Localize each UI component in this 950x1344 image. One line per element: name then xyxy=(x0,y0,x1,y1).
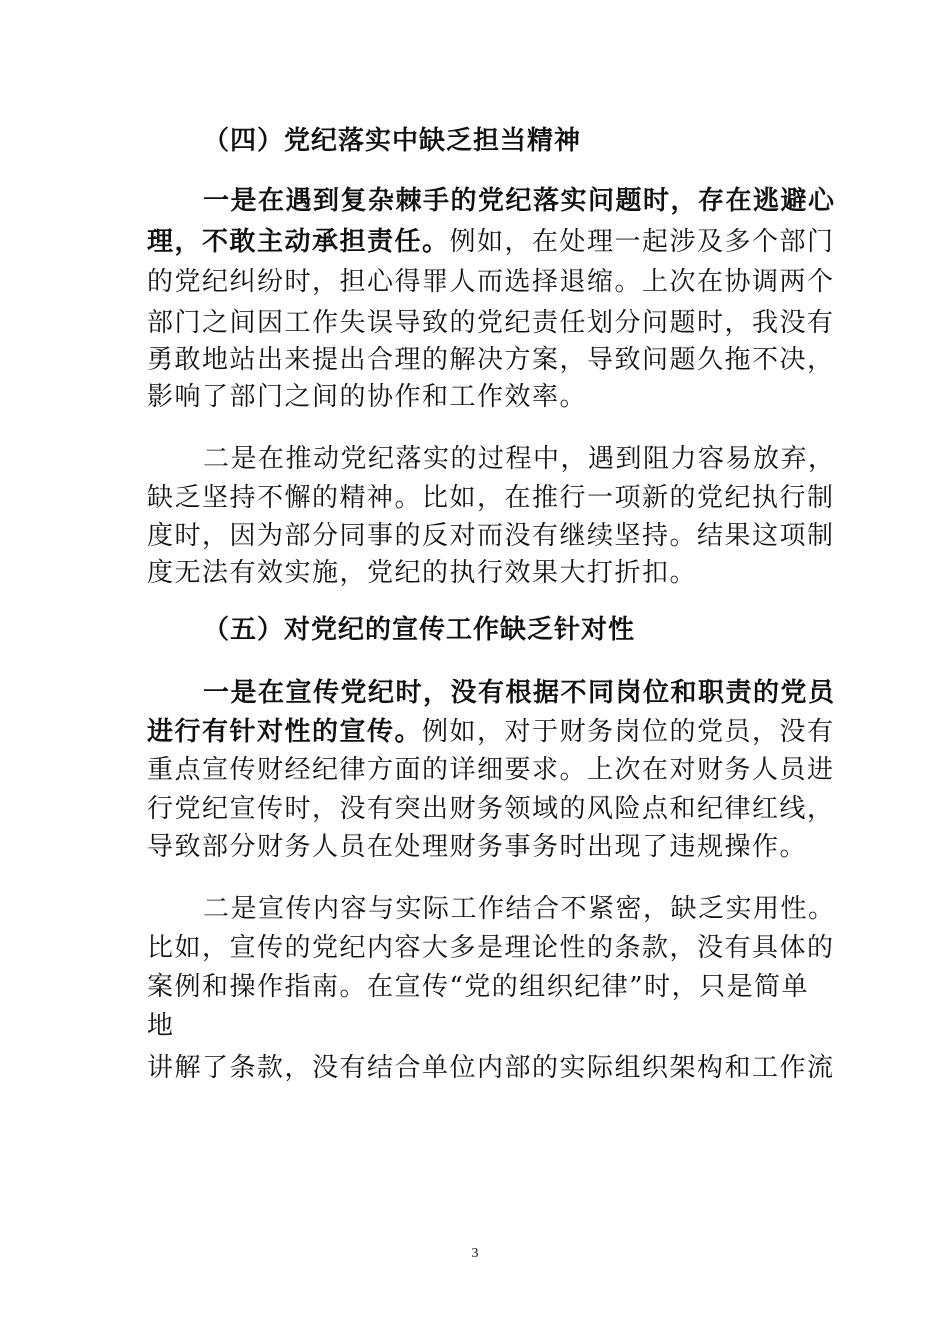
text-line: 地 xyxy=(147,1011,175,1041)
section-heading: （五）对党纪的宣传工作缺乏针对性 xyxy=(203,615,636,645)
text-line: 重点宣传财经纪律方面的详细要求。上次在对财务人员进 xyxy=(147,755,835,785)
text-line: 一是在宣传党纪时，没有根据不同岗位和职责的党员 xyxy=(203,678,836,708)
text-line: 理，不敢主动承担责任。例如，在处理一起涉及多个部门 xyxy=(147,227,835,257)
text-line: 比如，宣传的党纪内容大多是理论性的条款，没有具体的 xyxy=(147,933,835,963)
text-line: 一是在遇到复杂棘手的党纪落实问题时，存在逃避心 xyxy=(203,186,836,216)
text-line: 行党纪宣传时，没有突出财务领域的风险点和纪律红线， xyxy=(147,794,835,824)
text-line: 影响了部门之间的协作和工作效率。 xyxy=(147,382,588,412)
page-number: 3 xyxy=(471,1246,479,1261)
text-line: 二是宣传内容与实际工作结合不紧密，缺乏实用性。 xyxy=(203,894,836,924)
text-line: 度时，因为部分同事的反对而没有继续坚持。结果这项制 xyxy=(147,521,835,551)
text-line: 部门之间因工作失误导致的党纪责任划分问题时，我没有 xyxy=(147,308,835,338)
text-line: 缺乏坚持不懈的精神。比如，在推行一项新的党纪执行制 xyxy=(147,483,835,513)
text-line: 导致部分财务人员在处理财务事务时出现了违规操作。 xyxy=(147,832,808,862)
section-heading: （四）党纪落实中缺乏担当精神 xyxy=(203,126,582,156)
text-line: 进行有针对性的宣传。例如，对于财务岗位的党员，没有 xyxy=(147,717,835,747)
text-line: 的党纪纠纷时，担心得罪人而选择退缩。上次在协调两个 xyxy=(147,267,835,297)
text-line: 二是在推动党纪落实的过程中，遇到阻力容易放弃， xyxy=(203,444,836,474)
text-line: 勇敢地站出来提出合理的解决方案，导致问题久拖不决， xyxy=(147,345,835,375)
text-line: 讲解了条款，没有结合单位内部的实际组织架构和工作流 xyxy=(147,1053,835,1083)
text-line: 案例和操作指南。在宣传“党的组织纪律”时，只是简单 xyxy=(147,972,810,1002)
text-line: 度无法有效实施，党纪的执行效果大打折扣。 xyxy=(147,558,698,588)
